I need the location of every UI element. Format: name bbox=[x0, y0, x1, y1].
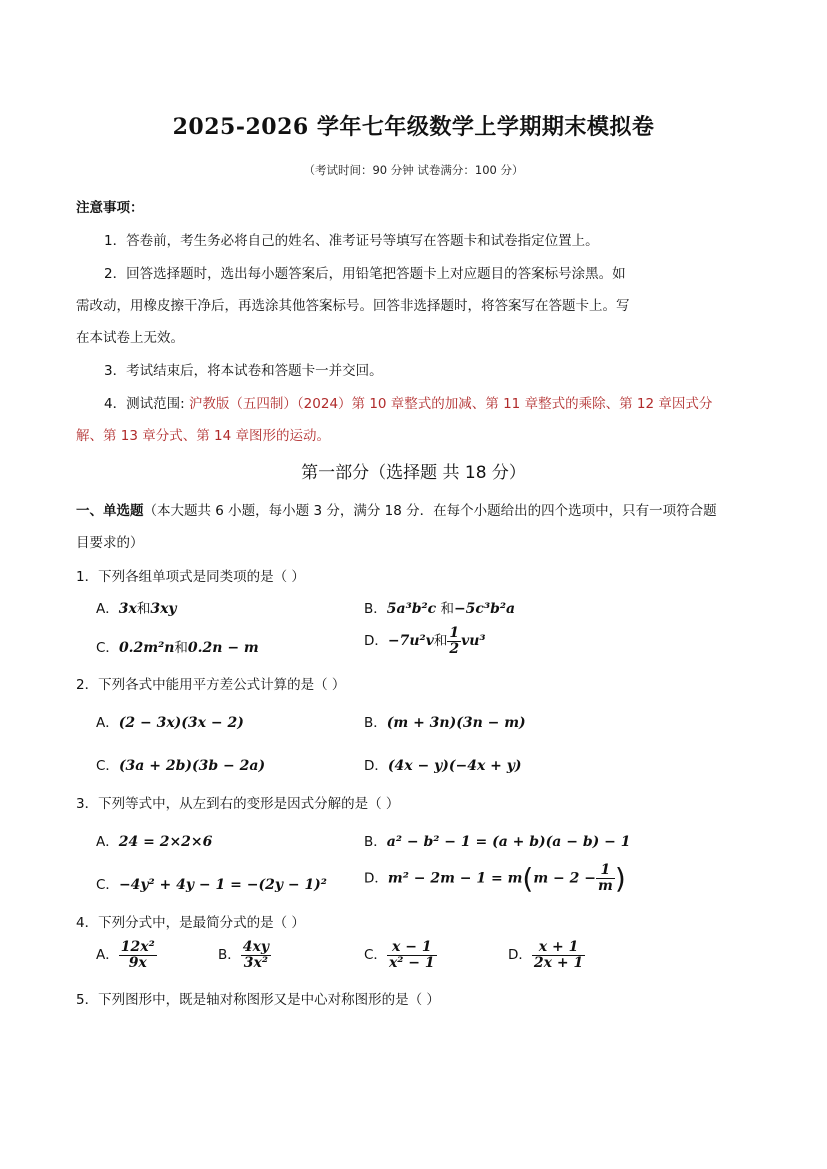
question-2-option-b: B．(m + 3n)(3n − m) bbox=[364, 715, 526, 731]
question-3-option-d: D．m² − 2m − 1 = m(m − 2 − $\frac{1}{m}$ ) bbox=[364, 862, 626, 895]
notice-item-4-prefix: 4．测试范围: bbox=[104, 396, 189, 412]
question-2-option-d: D．(4x − y)(−4x + y) bbox=[364, 758, 522, 774]
question-3-option-b: B．a² − b² − 1 = (a + b)(a − b) − 1 bbox=[364, 834, 631, 850]
question-4-option-a: A． $\frac{\text{12x²}}{9x}$ bbox=[96, 939, 155, 971]
notice-item-2-line-3: 在本试卷上无效。 bbox=[76, 330, 184, 346]
test-scope-continued: 解、第 13 章分式、第 14 章图形的运动。 bbox=[76, 428, 331, 444]
question-4-option-d: D． $\frac{x + 1}{2x + 1}$ bbox=[508, 939, 584, 971]
page-title: 2025-2026 学年七年级数学上学期期末模拟卷 bbox=[172, 114, 655, 140]
fraction: $\frac{x - 1}{\text{x² − 1}}$ bbox=[388, 939, 435, 971]
notice-heading: 注意事项： bbox=[76, 200, 144, 216]
fraction: $\frac{4xy}{\text{3x²}}$ bbox=[242, 939, 269, 971]
question-4-stem: 4．下列分式中，是最简分式的是（ ） bbox=[76, 915, 305, 931]
question-2-option-c: C．(3a + 2b)(3b − 2a) bbox=[96, 758, 266, 774]
section-description: （本大题共 6 小题，每小题 3 分，满分 18 分．在每个小题给出的四个选项中，只有一项符合题 bbox=[143, 503, 717, 519]
section-one-intro bbox=[76, 499, 717, 519]
notice-item-3: 3．考试结束后，将本试卷和答题卡一并交回。 bbox=[104, 363, 383, 379]
question-4-option-b: B． $\frac{4xy}{\text{3x²}}$ bbox=[218, 939, 269, 971]
part-one-heading: 第一部分（选择题 共 18 分） bbox=[301, 463, 526, 483]
test-scope: 沪教版（五四制）（2024）第 10 章整式的加减、第 11 章整式的乘除、第 12 章因式分 bbox=[188, 396, 713, 412]
notice-item-2-line-2: 需改动，用橡皮擦干净后，再选涂其他答案标号。回答非选择题时，将答案写在答题卡上。写 bbox=[76, 298, 630, 314]
fraction: $\frac{1}{2}$ bbox=[449, 625, 460, 657]
question-3-stem: 3．下列等式中，从左到右的变形是因式分解的是（ ） bbox=[76, 796, 400, 812]
question-1-option-d: D．−7u²v和 $\frac{1}{2}$ vu³ bbox=[364, 625, 486, 657]
fraction: $\frac{1}{m}$ bbox=[597, 862, 613, 894]
notice-item-2-line-1: 2．回答选择题时，选出每小题答案后，用铅笔把答题卡上对应题目的答案标号涂黑。如 bbox=[104, 266, 626, 282]
question-3-option-a: A．24 = 2×2×6 bbox=[96, 834, 213, 850]
question-2-option-a: A．(2 − 3x)(3x − 2) bbox=[96, 715, 244, 731]
question-1-option-a: A．3x和3xy bbox=[96, 601, 177, 617]
section-description-continued: 目要求的） bbox=[76, 535, 144, 551]
question-3-option-c: C．−4y² + 4y − 1 = −(2y − 1)² bbox=[96, 877, 327, 893]
question-5-stem: 5．下列图形中，既是轴对称图形又是中心对称图形的是（ ） bbox=[76, 992, 440, 1008]
exam-info: （考试时间：90 分钟 试卷满分：100 分） bbox=[303, 163, 524, 177]
section-label: 一、单选题 bbox=[76, 503, 144, 519]
notice-item-4 bbox=[104, 392, 712, 412]
question-4-option-c: C． $\frac{x - 1}{\text{x² − 1}}$ bbox=[364, 939, 435, 971]
question-2-stem: 2．下列各式中能用平方差公式计算的是（ ） bbox=[76, 677, 346, 693]
fraction: $\frac{x + 1}{2x + 1}$ bbox=[533, 939, 584, 971]
question-1-option-c: C．0.2m²n和0.2n − m bbox=[96, 640, 259, 656]
fraction: $\frac{\text{12x²}}{9x}$ bbox=[120, 939, 155, 971]
notice-item-1: 1．答卷前，考生务必将自己的姓名、准考证号等填写在答题卡和试卷指定位置上。 bbox=[104, 233, 599, 249]
question-1-option-b: B．5a³b²c 和−5c³b²a bbox=[364, 601, 516, 617]
question-1-stem: 1．下列各组单项式是同类项的是（ ） bbox=[76, 569, 305, 585]
